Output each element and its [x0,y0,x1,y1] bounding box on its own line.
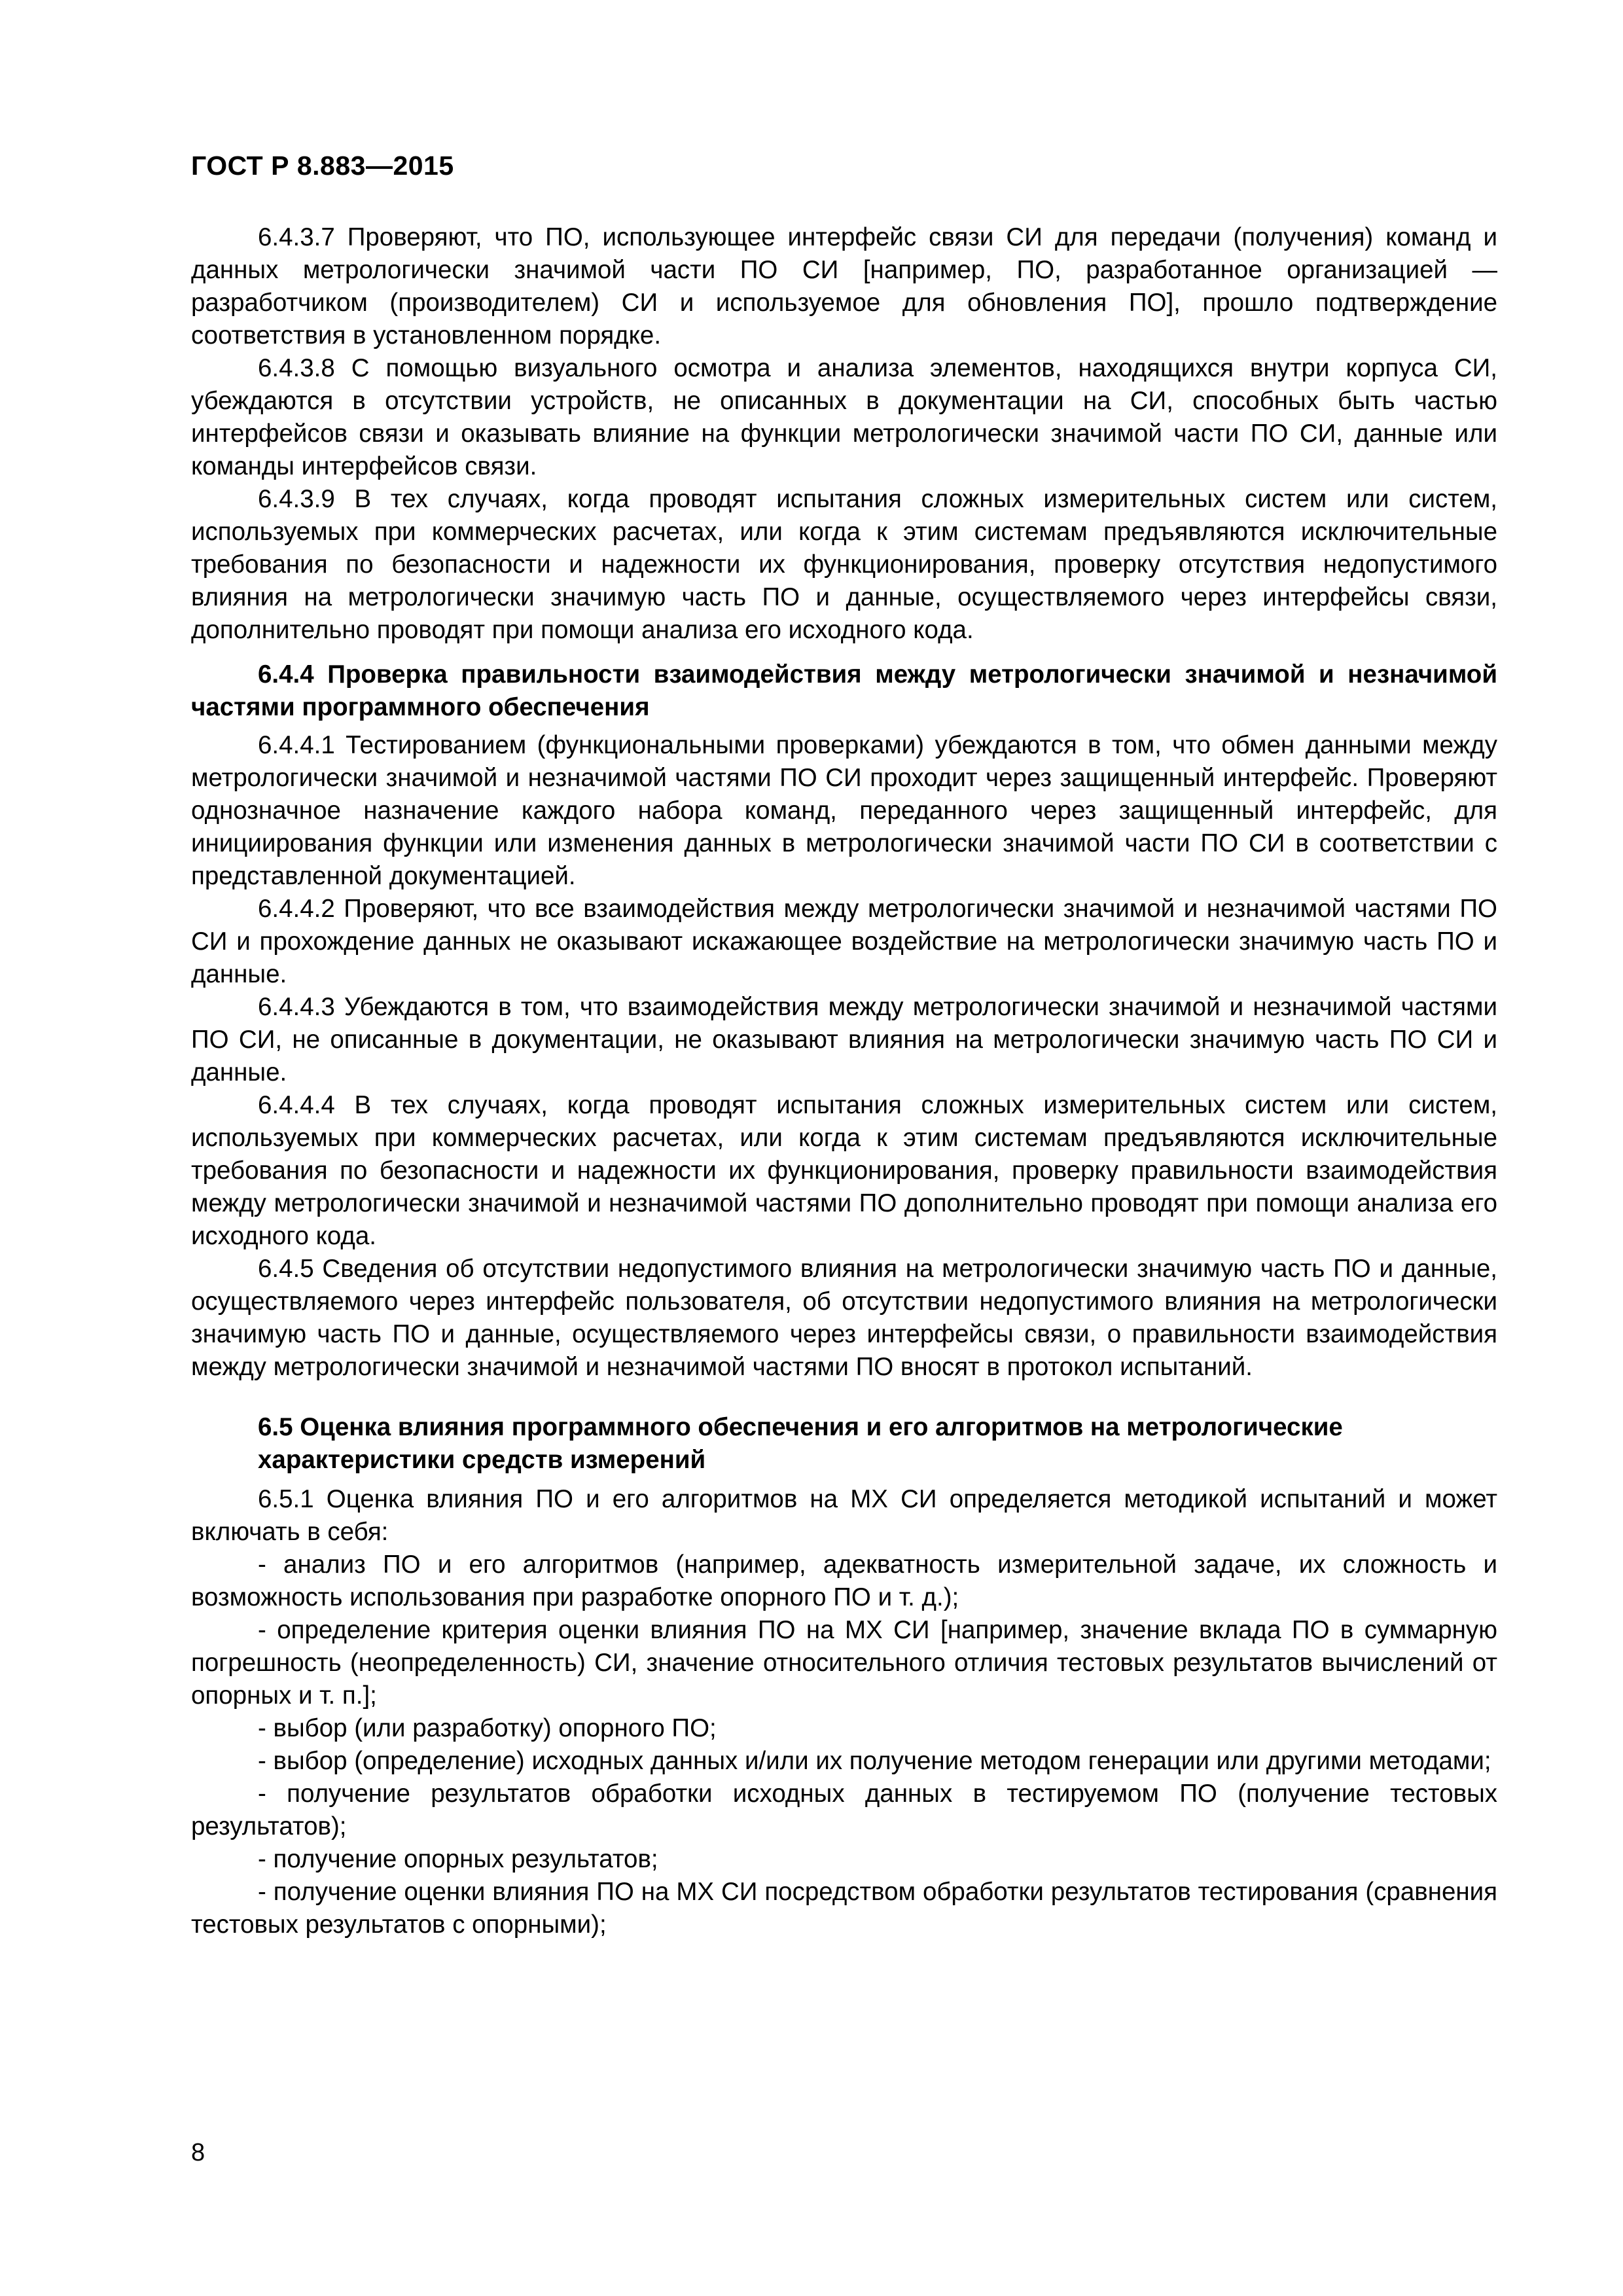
document-header: ГОСТ Р 8.883—2015 [191,151,454,181]
paragraph-6-4-3-8: 6.4.3.8 С помощью визуального осмотра и анализа элементов, находящихся внутри корпуса СИ, убеждаются в отсутствии устройств, не описанных в документации на СИ, способных быть частью интерфейсов связи и оказывать влияние на функции метрологически значимой части ПО СИ, данные или команды интерфейсов связи. [191,354,1497,480]
list-item: - выбор (или разработку) опорного ПО; [258,1714,717,1742]
page-body [191,221,1497,1941]
paragraph-6-4-4-1: 6.4.4.1 Тестированием (функциональными проверками) убеждаются в том, что обмен данными между метрологически значимой и незначимой частями ПО СИ проходит через защищенный интерфейс. Проверяют однозначное назначение каждого набора команд, переданного через защищенный интерфейс, для инициирования функции или изменения данных в метрологически значимой части ПО СИ в соответствии с представленной документацией. [191,731,1497,890]
list-item: - анализ ПО и его алгоритмов (например, адекватность измерительной задаче, их сложность и возможность использования при разработке опорного ПО и т. д.); [191,1551,1497,1611]
paragraph-6-4-4-2: 6.4.4.2 Проверяют, что все взаимодействия между метрологически значимой и незначимой частями ПО СИ и прохождение данных не оказывают искажающее воздействие на метрологически значимую часть ПО и данные. [191,895,1497,988]
page-number: 8 [191,2139,205,2166]
paragraph-6-4-5: 6.4.5 Сведения об отсутствии недопустимого влияния на метрологически значимую часть ПО и данные, осуществляемого через интерфейс пользователя, об отсутствии недопустимого влияния на метрологически значимую часть ПО и данные, осуществляемого через интерфейсы связи, о правильности взаимодействия между метрологически значимой и незначимой частями ПО вносят в протокол испытаний. [191,1255,1497,1381]
list-item: - выбор (определение) исходных данных и/или их получение методом генерации или другими методами; [258,1747,1491,1775]
paragraph-6-4-3-9: 6.4.3.9 В тех случаях, когда проводят испытания сложных измерительных систем или систем, используемых при коммерческих расчетах, или когда к этим системам предъявляются исключительные требования по безопасности и надежности их функционирования, проверку отсутствия недопустимого влияния на метрологически значимую часть ПО и данные, осуществляемого через интерфейсы связи, дополнительно проводят при помощи анализа его исходного кода. [191,485,1497,644]
paragraph-6-5-1: 6.5.1 Оценка влияния ПО и его алгоритмов на МХ СИ определяется методикой испытаний и может включать в себя: [191,1485,1497,1546]
list-item: - получение оценки влияния ПО на МХ СИ посредством обработки результатов тестирования (сравнения тестовых результатов с опорными); [191,1878,1497,1939]
heading-6-4-4: 6.4.4 Проверка правильности взаимодействия между метрологически значимой и незначимой частями программного обеспечения [191,660,1497,721]
paragraph-6-4-4-4: 6.4.4.4 В тех случаях, когда проводят испытания сложных измерительных систем или систем, используемых при коммерческих расчетах, или когда к этим системам предъявляются исключительные требования по безопасности и надежности их функционирования, проверку правильности взаимодействия между метрологически значимой и незначимой частями ПО дополнительно проводят при помощи анализа его исходного кода. [191,1091,1497,1250]
list-item: - определение критерия оценки влияния ПО на МХ СИ [например, значение вклада ПО в суммарную погрешность (неопределенность) СИ, значение относительного отличия тестовых результатов вычислений от опорных и т. п.]; [191,1616,1497,1710]
paragraph-6-4-4-3: 6.4.4.3 Убеждаются в том, что взаимодействия между метрологически значимой и незначимой частями ПО СИ, не описанные в документации, не оказывают влияния на метрологически значимую часть ПО СИ и данные. [191,993,1497,1086]
list-item: - получение опорных результатов; [258,1845,658,1873]
list-item: - получение результатов обработки исходных данных в тестируемом ПО (получение тестовых результатов); [191,1780,1497,1840]
heading-6-5: 6.5 Оценка влияния программного обеспечения и его алгоритмов на метрологические характеристики средств измерений [258,1413,1343,1474]
paragraph-6-4-3-7: 6.4.3.7 Проверяют, что ПО, использующее интерфейс связи СИ для передачи (получения) команд и данных метрологически значимой части ПО СИ [например, ПО, разработанное организацией — разработчиком (производителем) СИ и используемое для обновления ПО], прошло подтверждение соответствия в установленном порядке. [191,223,1497,350]
